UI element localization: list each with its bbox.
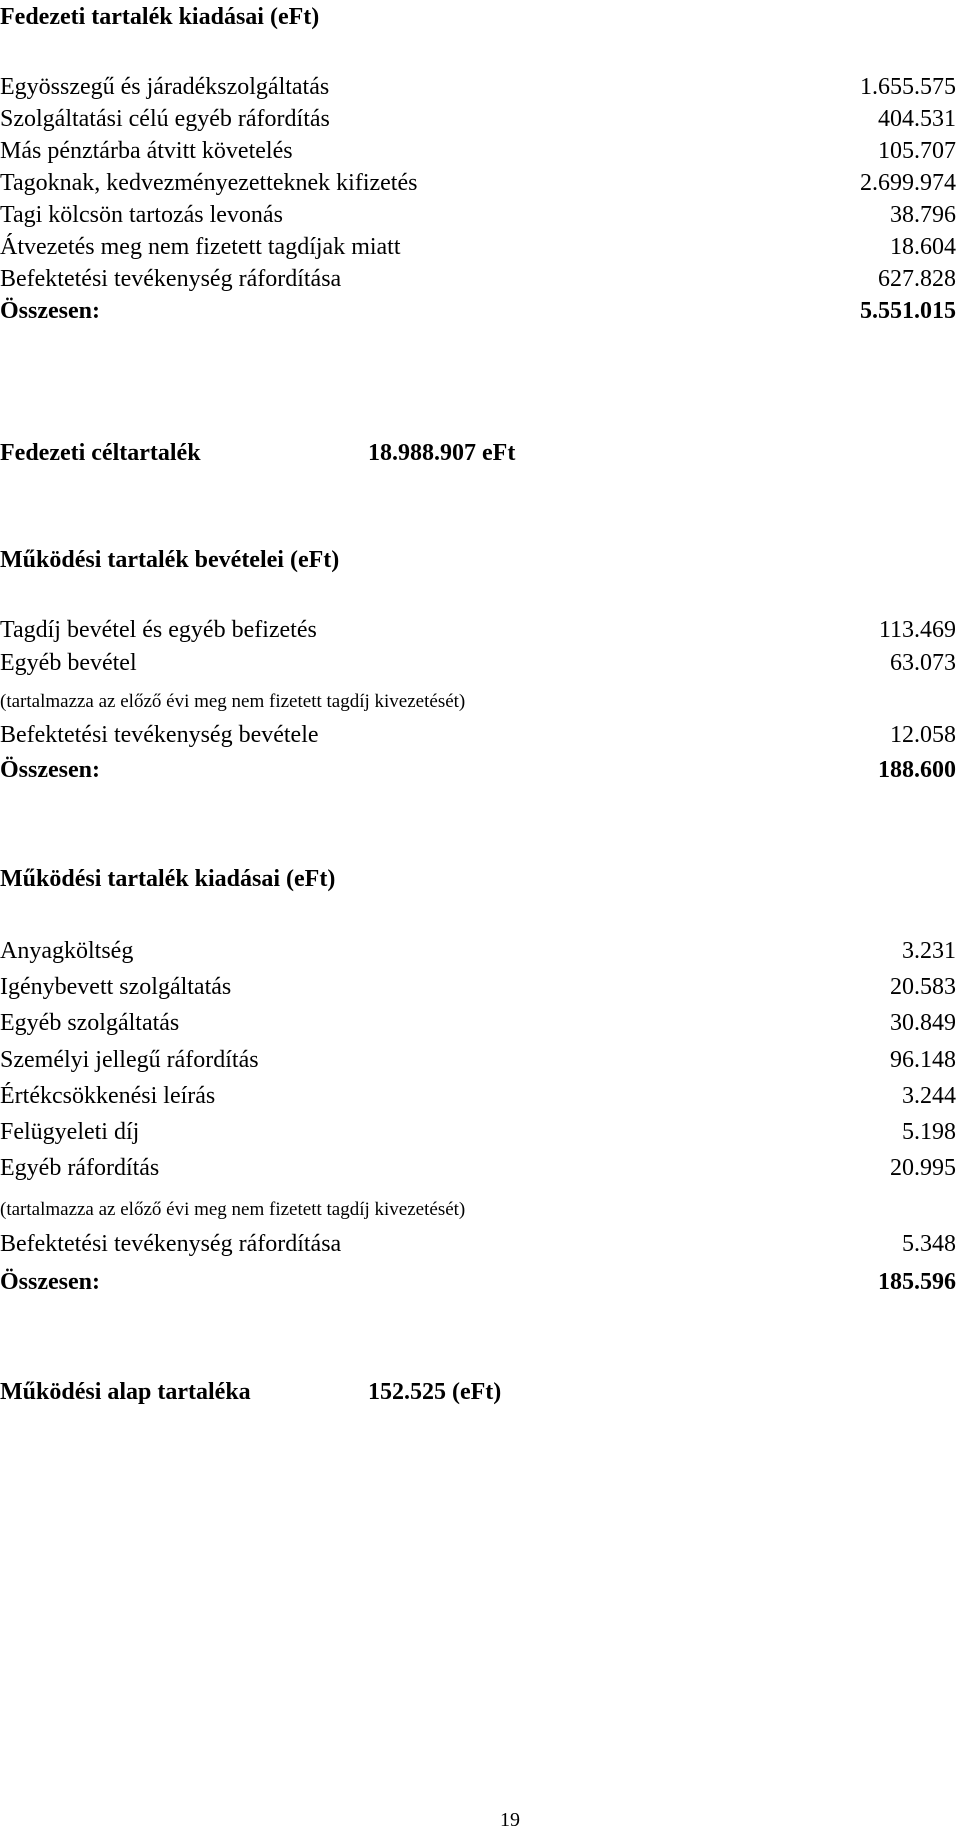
total-value: 188.600 bbox=[878, 757, 956, 783]
summary-label: Fedezeti céltartalék bbox=[0, 440, 201, 466]
row-value: 5.198 bbox=[902, 1119, 956, 1145]
total-value: 185.596 bbox=[878, 1269, 956, 1295]
footnote: (tartalmazza az előző évi meg nem fizetett tagdíj kivezetését) bbox=[0, 1199, 466, 1220]
row-value: 38.796 bbox=[890, 202, 956, 228]
row-label: Más pénztárba átvitt követelés bbox=[0, 138, 293, 164]
row-label: Egyéb bevétel bbox=[0, 650, 137, 676]
table-row bbox=[0, 1081, 956, 1111]
row-value: 63.073 bbox=[890, 650, 956, 676]
row-label: Tagoknak, kedvezményezetteknek kifizetés bbox=[0, 170, 418, 196]
total-value: 5.551.015 bbox=[860, 298, 956, 324]
table-row bbox=[0, 264, 956, 294]
row-value: 20.995 bbox=[890, 1155, 956, 1181]
table-row bbox=[0, 72, 956, 102]
total-row bbox=[0, 296, 956, 326]
row-label: Befektetési tevékenység ráfordítása bbox=[0, 266, 342, 292]
table-row bbox=[0, 1045, 956, 1075]
table-row bbox=[0, 136, 956, 166]
row-label: Egyéb ráfordítás bbox=[0, 1155, 160, 1181]
table-row bbox=[0, 104, 956, 134]
section-heading-mukodesi-kiadasai: Működési tartalék kiadásai (eFt) bbox=[0, 866, 336, 892]
table-row bbox=[0, 615, 956, 645]
total-row bbox=[0, 1267, 956, 1297]
total-label: Összesen: bbox=[0, 1269, 100, 1295]
row-label: Szolgáltatási célú egyéb ráfordítás bbox=[0, 106, 330, 132]
summary-line-alap-tartaleka bbox=[0, 1377, 956, 1407]
row-value: 3.244 bbox=[902, 1083, 956, 1109]
row-label: Anyagköltség bbox=[0, 938, 134, 964]
table-row bbox=[0, 1229, 956, 1259]
row-label: Felügyeleti díj bbox=[0, 1119, 140, 1145]
row-value: 3.231 bbox=[902, 938, 956, 964]
row-value: 12.058 bbox=[890, 722, 956, 748]
page-number: 19 bbox=[500, 1809, 520, 1831]
row-label: Átvezetés meg nem fizetett tagdíjak miatt bbox=[0, 234, 401, 260]
table-row bbox=[0, 1117, 956, 1147]
summary-label: Működési alap tartaléka bbox=[0, 1379, 251, 1405]
row-value: 20.583 bbox=[890, 974, 956, 1000]
row-label: Egyösszegű és járadékszolgáltatás bbox=[0, 74, 330, 100]
row-value: 404.531 bbox=[878, 106, 956, 132]
summary-value: 18.988.907 eFt bbox=[368, 440, 516, 466]
table-row bbox=[0, 972, 956, 1002]
table-row bbox=[0, 1153, 956, 1183]
row-value: 5.348 bbox=[902, 1231, 956, 1257]
row-value: 2.699.974 bbox=[860, 170, 956, 196]
row-value: 105.707 bbox=[878, 138, 956, 164]
row-value: 18.604 bbox=[890, 234, 956, 260]
row-label: Tagi kölcsön tartozás levonás bbox=[0, 202, 283, 228]
table-row bbox=[0, 648, 956, 678]
section-heading-fedezeti-kiadasai: Fedezeti tartalék kiadásai (eFt) bbox=[0, 4, 320, 30]
table-row bbox=[0, 200, 956, 230]
row-label: Befektetési tevékenység bevétele bbox=[0, 722, 319, 748]
row-label: Személyi jellegű ráfordítás bbox=[0, 1047, 259, 1073]
table-row bbox=[0, 1008, 956, 1038]
section-heading-mukodesi-bevetelei: Működési tartalék bevételei (eFt) bbox=[0, 547, 340, 573]
row-label: Igénybevett szolgáltatás bbox=[0, 974, 232, 1000]
summary-value: 152.525 (eFt) bbox=[368, 1379, 502, 1405]
row-value: 96.148 bbox=[890, 1047, 956, 1073]
row-value: 30.849 bbox=[890, 1010, 956, 1036]
row-label: Egyéb szolgáltatás bbox=[0, 1010, 180, 1036]
table-row bbox=[0, 936, 956, 966]
row-label: Értékcsökkenési leírás bbox=[0, 1083, 216, 1109]
row-label: Befektetési tevékenység ráfordítása bbox=[0, 1231, 342, 1257]
total-label: Összesen: bbox=[0, 298, 100, 324]
row-label: Tagdíj bevétel és egyéb befizetés bbox=[0, 617, 317, 643]
table-row bbox=[0, 720, 956, 750]
table-row bbox=[0, 168, 956, 198]
total-row bbox=[0, 755, 956, 785]
summary-line-celtartalek bbox=[0, 438, 956, 468]
row-value: 627.828 bbox=[878, 266, 956, 292]
row-value: 1.655.575 bbox=[860, 74, 956, 100]
total-label: Összesen: bbox=[0, 757, 100, 783]
table-row bbox=[0, 232, 956, 262]
footnote: (tartalmazza az előző évi meg nem fizetett tagdíj kivezetését) bbox=[0, 691, 466, 712]
row-value: 113.469 bbox=[878, 617, 956, 643]
